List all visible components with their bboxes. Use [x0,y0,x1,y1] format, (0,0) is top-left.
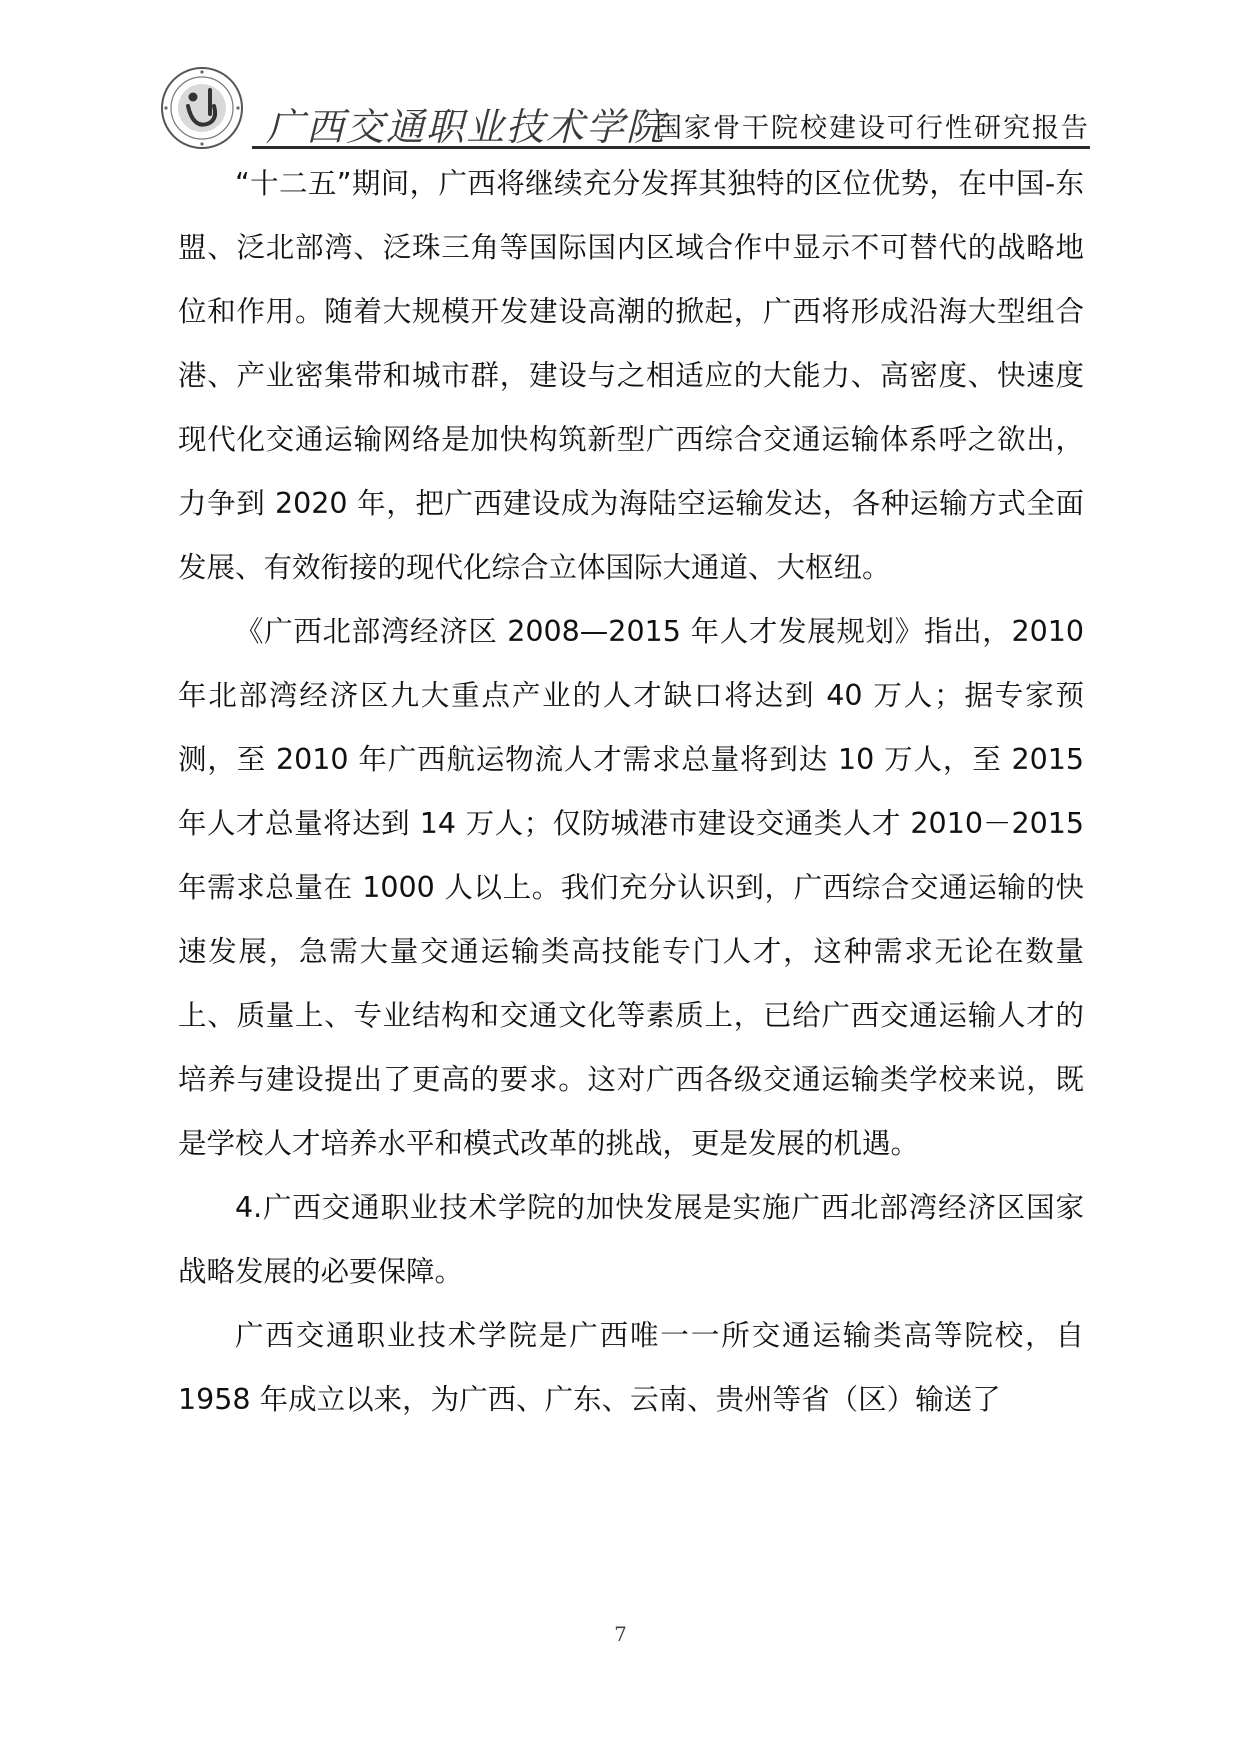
paragraph: “十二五”期间，广西将继续充分发挥其独特的区位优势，在中国-东盟、泛北部湾、泛珠三角等国际国内区域合作中显示不可替代的战略地位和作用。随着大规模开发建设高潮的掀起，广西将形成沿海大型组合港、产业密集带和城市群，建设与之相适应的大能力、高密度、快速度现代化交通运输网络是加快构筑新型广西综合交通运输体系呼之欲出，力争到 2020 年，把广西建设成为海陆空运输发达，各种运输方式全面发展、有效衔接的现代化综合立体国际大通道、大枢纽。 [178,167,1084,584]
paragraph: 《广西北部湾经济区 2008—2015 年人才发展规划》指出，2010 年北部湾经济区九大重点产业的人才缺口将达到 40 万人；据专家预测，至 2010 年广西航运物流人才需求总量将到达 10 万人，至 2015 年人才总量将达到 14 万人；仅防城港市建设交通类人才 2010－2015 年需求总量在 1000 人以上。我们充分认识到，广西综合交通运输的快速发展，急需大量交通运输类高技能专门人才，这种需求无论在数量上、质量上、专业结构和交通文化等素质上，已给广西交通运输人才的培养与建设提出了更高的要求。这对广西各级交通运输类学校来说，既是学校人才培养水平和模式改革的挑战，更是发展的机遇。 [178,615,1084,1160]
report-title: 国家骨干院校建设可行性研究报告 [655,113,1090,144]
header-divider [252,146,1090,149]
document-body [178,152,1084,1432]
college-seal-icon [160,66,244,150]
page-header [160,56,1090,152]
paragraph: 广西交通职业技术学院是广西唯一一所交通运输类高等院校，自 1958 年成立以来，为广西、广东、云南、贵州等省（区）输送了 [178,1319,1084,1416]
page-number: 7 [614,1622,627,1646]
section-heading: 4.广西交通职业技术学院的加快发展是实施广西北部湾经济区国家战略发展的必要保障。 [178,1191,1084,1288]
college-name: 广西交通职业技术学院 [266,105,667,149]
